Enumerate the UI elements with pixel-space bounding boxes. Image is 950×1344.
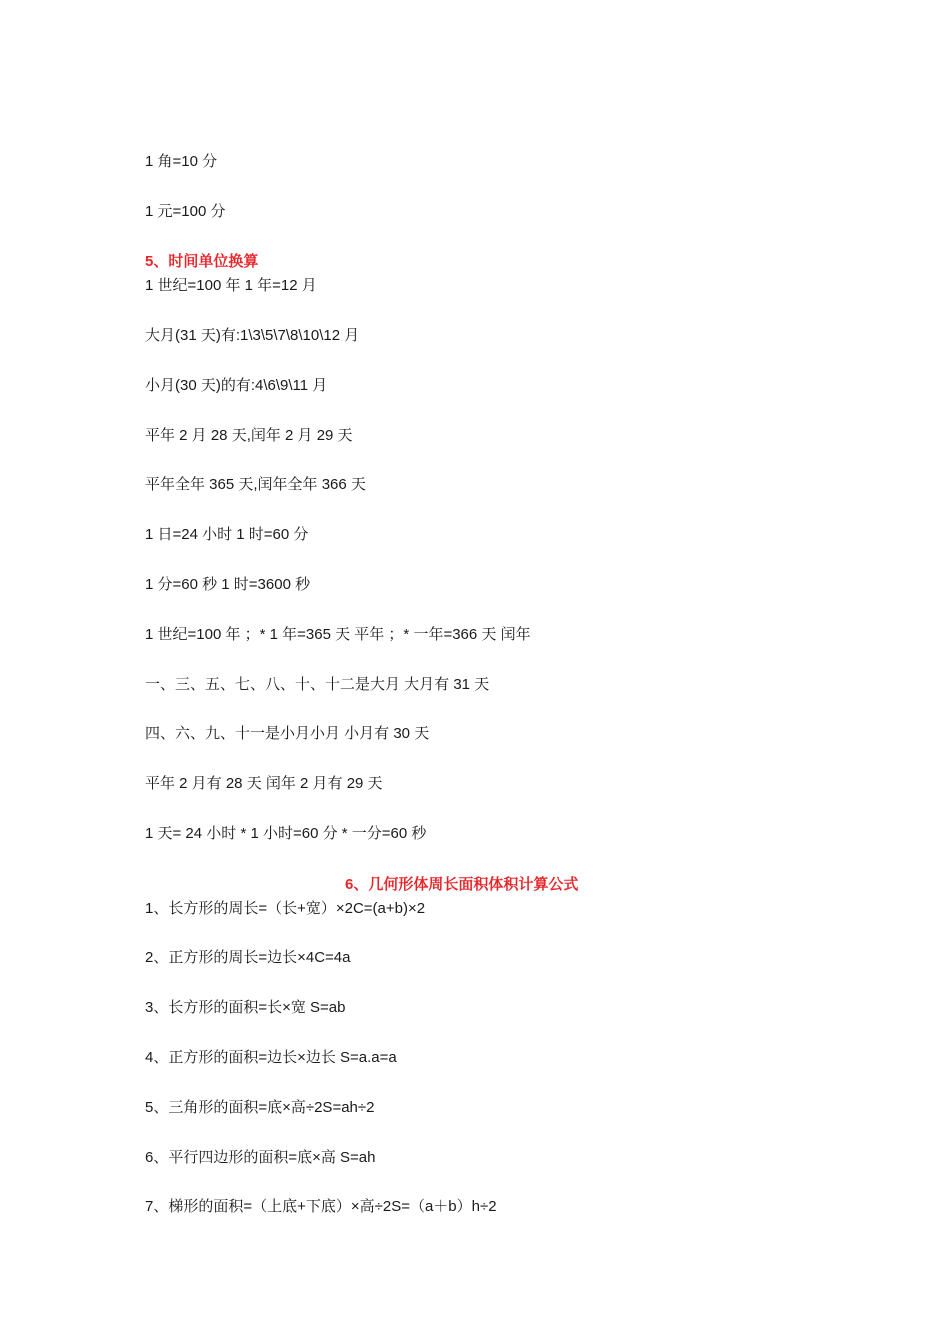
section5-line: 1 天= 24 小时 * 1 小时=60 分 * 一分=60 秒	[145, 825, 427, 842]
section5-line: 平年 2 月有 28 天 闰年 2 月有 29 天	[145, 775, 383, 792]
section6-line: 1、长方形的周长=（长+宽）×2C=(a+b)×2	[145, 900, 426, 917]
section5-line: 平年 2 月 28 天,闰年 2 月 29 天	[145, 427, 353, 444]
section5-line: 四、六、九、十一是小月小月 小月有 30 天	[145, 725, 430, 742]
section6-line: 5、三角形的面积=底×高÷2S=ah÷2	[145, 1099, 375, 1116]
section5-line: 1 分=60 秒 1 时=3600 秒	[145, 576, 311, 593]
section5-line: 平年全年 365 天,闰年全年 366 天	[145, 476, 366, 493]
section6-line: 6、平行四边形的面积=底×高 S=ah	[145, 1149, 376, 1166]
section5-line: 一、三、五、七、八、十、十二是大月 大月有 31 天	[145, 676, 490, 693]
section6-line: 4、正方形的面积=边长×边长 S=a.a=a	[145, 1049, 397, 1066]
text-line-yuan: 1 元=100 分	[145, 203, 226, 220]
section6-line: 2、正方形的周长=边长×4C=4a	[145, 949, 351, 966]
section6-line: 3、长方形的面积=长×宽 S=ab	[145, 999, 346, 1016]
section5-line: 1 日=24 小时 1 时=60 分	[145, 526, 309, 543]
section5-line: 大月(31 天)有:1\3\5\7\8\10\12 月	[145, 327, 360, 344]
section5-line: 1 世纪=100 年 ；* 1 年=365 天 平年 ；* 一年=366 天 闰年	[145, 626, 531, 643]
section6-heading: 6、几何形体周长面积体积计算公式	[345, 876, 579, 893]
text-line-jiao: 1 角=10 分	[145, 153, 218, 170]
section5-heading: 5、时间单位换算	[145, 253, 259, 270]
section5-line: 1 世纪=100 年 1 年=12 月	[145, 277, 317, 294]
section5-line: 小月(30 天)的有:4\6\9\11 月	[145, 377, 328, 394]
section6-line: 7、梯形的面积=（上底+下底）×高÷2S=（a＋b）h÷2	[145, 1198, 497, 1215]
